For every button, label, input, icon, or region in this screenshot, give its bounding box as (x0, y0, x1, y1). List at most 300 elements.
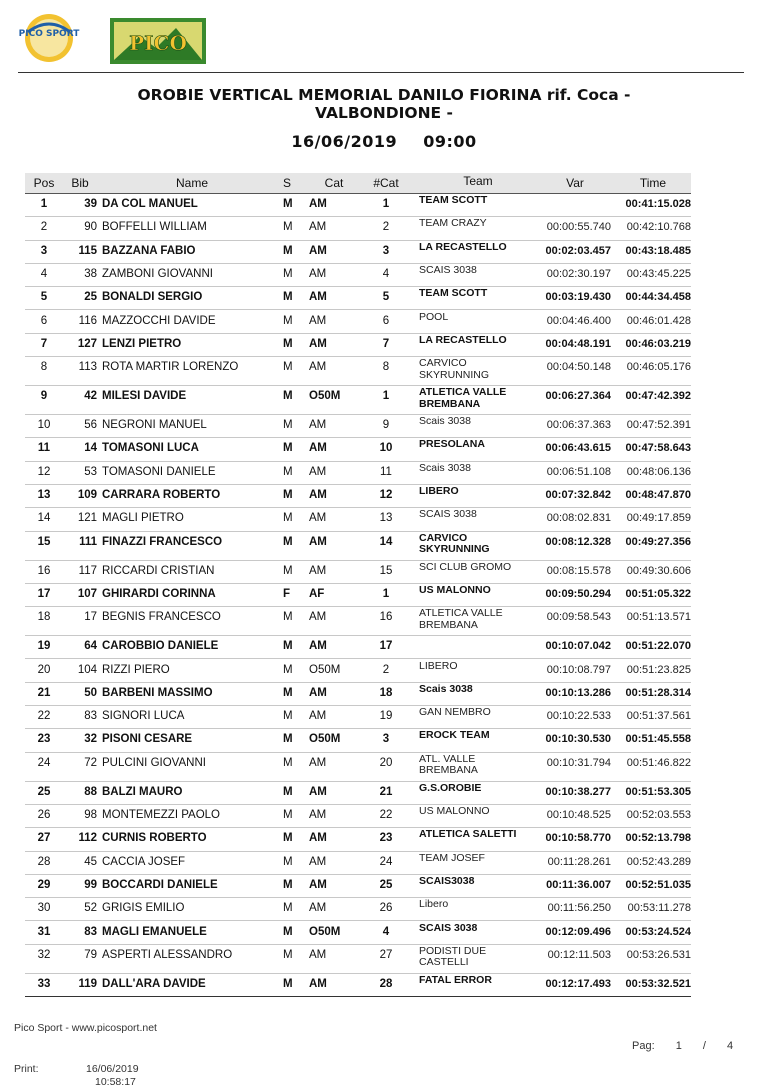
cell-time: 00:52:03.553 (626, 809, 691, 821)
cell-sex: M (283, 267, 293, 280)
cell-pos: 13 (37, 489, 51, 501)
cell-ncat: 2 (382, 221, 390, 234)
cell-ncat: 13 (379, 512, 393, 525)
cell-cat: AM (309, 902, 327, 915)
cell-ncat: 1 (382, 587, 390, 600)
cell-sex: M (283, 686, 293, 699)
cell-pos: 2 (40, 221, 48, 234)
cell-sex: M (283, 291, 293, 304)
cell-name: BAZZANA FABIO (102, 244, 196, 257)
cell-team: LIBERO (419, 659, 458, 672)
cell-team: SCI CLUB GROMO (419, 560, 512, 573)
table-row (25, 606, 691, 636)
page-label: Pag: (632, 1040, 655, 1052)
cell-var: 00:02:30.197 (546, 267, 611, 280)
cell-sex: M (283, 832, 293, 845)
cell-team: ATLETICA VALLE BREMBANA (419, 386, 507, 410)
print-label: Print: (14, 1063, 39, 1075)
cell-cat: AM (309, 198, 327, 210)
cell-bib: 14 (84, 442, 97, 455)
cell-pos: 3 (40, 244, 48, 257)
cell-time: 00:47:42.392 (625, 390, 691, 403)
cell-bib: 72 (84, 756, 97, 769)
cell-team: LA RECASTELLO (419, 240, 507, 253)
cell-sex: M (283, 733, 293, 746)
cell-name: MONTEMEZZI PAOLO (102, 809, 220, 821)
cell-time: 00:52:51.035 (625, 878, 691, 891)
cell-bib: 88 (84, 785, 97, 798)
cell-bib: 53 (84, 465, 97, 478)
cell-cat: AM (309, 977, 327, 990)
cell-pos: 6 (40, 314, 48, 327)
cell-sex: M (283, 640, 293, 653)
table-row (25, 944, 691, 974)
event-title-line1: OROBIE VERTICAL MEMORIAL DANILO FIORINA rif. Coca - (137, 86, 631, 104)
cell-var: 00:04:50.148 (546, 361, 611, 374)
cell-pos: 28 (37, 855, 51, 868)
column-header-pos: Pos (33, 176, 55, 190)
table-row (25, 897, 691, 921)
cell-var: 00:12:17.493 (545, 977, 611, 990)
cell-name: MILESI DAVIDE (102, 390, 187, 403)
cell-bib: 116 (78, 314, 97, 327)
pico2-logo-text: PICO (129, 31, 187, 55)
cell-sex: M (283, 512, 293, 525)
cell-ncat: 16 (379, 611, 393, 624)
cell-sex: M (283, 198, 293, 210)
table-row (25, 310, 691, 334)
table-row (25, 728, 691, 752)
table-row (25, 437, 691, 461)
cell-cat: AM (309, 948, 327, 961)
cell-team: SCAIS 3038 (419, 508, 477, 521)
cell-name: RICCARDI CRISTIAN (102, 564, 215, 577)
cell-bib: 52 (84, 902, 97, 915)
cell-time: 00:52:43.289 (626, 855, 691, 868)
cell-pos: 15 (37, 535, 51, 548)
cell-team: SCAIS 3038 (419, 263, 477, 276)
cell-pos: 8 (40, 361, 48, 374)
table-row (25, 659, 691, 683)
cell-ncat: 28 (379, 977, 393, 990)
pico-sport-logo (18, 12, 80, 64)
cell-cat: AM (309, 710, 327, 723)
cell-sex: M (283, 878, 293, 891)
cell-var: 00:04:46.400 (546, 314, 611, 327)
table-row (25, 531, 691, 561)
table-row (25, 682, 691, 706)
cell-time: 00:41:15.028 (625, 198, 691, 210)
table-row (25, 635, 691, 659)
cell-time: 00:46:03.219 (625, 337, 691, 350)
cell-pos: 29 (37, 878, 51, 891)
cell-pos: 30 (37, 902, 51, 915)
column-header-sex: S (283, 176, 292, 190)
event-datetime (60, 132, 708, 151)
cell-time: 00:53:11.278 (627, 902, 691, 915)
table-row (25, 921, 691, 945)
cell-team: PODISTI DUE CASTELLI (419, 944, 487, 969)
cell-time: 00:51:23.825 (626, 663, 691, 676)
cell-time: 00:52:13.798 (625, 832, 691, 845)
cell-ncat: 15 (379, 564, 393, 577)
cell-cat: AM (309, 442, 327, 455)
cell-sex: M (283, 337, 293, 350)
column-header-var: Var (566, 176, 584, 190)
cell-team: GAN NEMBRO (419, 706, 491, 719)
cell-name: GHIRARDI CORINNA (102, 587, 216, 600)
cell-name: MAGLI PIETRO (102, 512, 184, 525)
cell-bib: 115 (78, 244, 97, 257)
cell-sex: M (283, 611, 293, 624)
cell-name: BARBENI MASSIMO (102, 686, 213, 699)
cell-bib: 64 (84, 640, 97, 653)
cell-var: 00:08:15.578 (546, 564, 611, 577)
cell-ncat: 19 (379, 710, 393, 723)
table-row (25, 414, 691, 438)
cell-name: MAGLI EMANUELE (102, 925, 207, 938)
cell-time: 00:51:28.314 (625, 686, 691, 699)
column-header-time: Time (639, 176, 667, 190)
cell-sex: M (283, 663, 293, 676)
cell-pos: 27 (37, 832, 51, 845)
cell-cat: AM (309, 291, 327, 304)
cell-sex: M (283, 361, 293, 374)
cell-time: 00:46:01.428 (626, 314, 691, 327)
cell-bib: 109 (77, 489, 97, 501)
cell-cat: AM (309, 785, 327, 798)
cell-time: 00:43:45.225 (626, 267, 691, 280)
cell-team: PRESOLANA (419, 438, 485, 451)
table-row (25, 705, 691, 729)
page-separator: / (702, 1040, 706, 1052)
cell-pos: 26 (37, 809, 51, 821)
cell-team: Scais 3038 (419, 461, 471, 474)
cell-sex: M (283, 314, 293, 327)
cell-var: 00:02:03.457 (545, 244, 611, 257)
cell-team: ATL. VALLE BREMBANA (419, 752, 478, 777)
cell-bib: 112 (78, 832, 97, 845)
column-header-name: Name (175, 176, 208, 190)
cell-time: 00:51:53.305 (625, 785, 691, 798)
cell-var: 00:10:58.770 (545, 832, 611, 845)
cell-time: 00:53:24.524 (625, 925, 691, 938)
cell-var: 00:10:31.794 (546, 756, 611, 769)
cell-name: TOMASONI LUCA (102, 442, 199, 455)
cell-sex: M (283, 902, 293, 915)
table-row (25, 507, 691, 531)
cell-bib: 83 (84, 925, 97, 938)
cell-ncat: 22 (379, 809, 393, 821)
cell-time: 00:48:06.136 (626, 465, 691, 478)
cell-name: CARRARA ROBERTO (102, 489, 221, 501)
cell-pos: 4 (40, 267, 48, 280)
cell-cat: AM (309, 337, 327, 350)
cell-cat: AM (309, 512, 327, 525)
cell-pos: 9 (40, 390, 48, 403)
cell-var: 00:10:13.286 (545, 686, 611, 699)
cell-time: 00:49:17.859 (626, 512, 691, 525)
table-row (25, 461, 691, 485)
cell-pos: 19 (37, 640, 51, 653)
cell-sex: M (283, 489, 293, 501)
cell-pos: 12 (37, 465, 51, 478)
cell-var: 00:10:08.797 (546, 663, 611, 676)
cell-var: 00:06:37.363 (546, 419, 611, 432)
cell-name: CAROBBIO DANIELE (102, 640, 219, 653)
cell-ncat: 26 (379, 902, 393, 915)
cell-var: 00:06:43.615 (545, 442, 611, 455)
cell-time: 00:49:27.356 (625, 535, 691, 548)
cell-var: 00:10:38.277 (545, 785, 611, 798)
cell-bib: 79 (84, 948, 97, 961)
cell-cat: AM (309, 535, 327, 548)
cell-bib: 56 (84, 419, 97, 432)
table-row (25, 973, 691, 997)
cell-pos: 14 (37, 512, 51, 525)
cell-time: 00:51:45.558 (625, 733, 691, 746)
cell-bib: 42 (84, 390, 97, 403)
cell-sex: M (283, 244, 293, 257)
cell-name: BOFFELLI WILLIAM (102, 221, 207, 234)
cell-cat: O50M (309, 663, 341, 676)
cell-ncat: 1 (382, 198, 390, 210)
cell-team: LIBERO (419, 485, 459, 497)
table-row (25, 263, 691, 287)
cell-time: 00:43:18.485 (625, 244, 691, 257)
table-row (25, 240, 691, 264)
cell-time: 00:51:22.070 (625, 640, 691, 653)
cell-var: 00:08:02.831 (546, 512, 611, 525)
cell-bib: 98 (84, 809, 97, 821)
cell-ncat: 9 (382, 419, 390, 432)
event-title (60, 86, 708, 122)
cell-pos: 23 (37, 733, 51, 746)
cell-pos: 17 (37, 587, 51, 600)
cell-bib: 107 (77, 587, 97, 600)
cell-time: 00:46:05.176 (626, 361, 691, 374)
cell-name: TOMASONI DANIELE (102, 465, 216, 478)
table-row (25, 193, 691, 217)
cell-pos: 24 (37, 756, 51, 769)
footer-site: Pico Sport - www.picosport.net (14, 1022, 157, 1034)
cell-bib: 50 (84, 686, 97, 699)
cell-cat: AM (309, 489, 327, 501)
table-row (25, 781, 691, 805)
cell-cat: AM (309, 465, 327, 478)
cell-bib: 104 (77, 663, 97, 676)
cell-sex: M (283, 535, 293, 548)
cell-ncat: 8 (382, 361, 390, 374)
cell-ncat: 20 (379, 756, 393, 769)
cell-var: 00:08:12.328 (545, 535, 611, 548)
cell-name: BONALDI SERGIO (102, 291, 203, 304)
cell-pos: 25 (37, 785, 51, 798)
table-row (25, 827, 691, 851)
cell-sex: M (283, 221, 293, 234)
cell-name: DA COL MANUEL (102, 198, 198, 210)
event-time: 09:00 (423, 132, 477, 151)
column-header-bib: Bib (71, 176, 89, 190)
cell-var: 00:00:55.740 (546, 221, 611, 234)
cell-pos: 22 (37, 710, 51, 723)
page-current: 1 (675, 1040, 682, 1052)
column-header-cat: Cat (324, 176, 344, 190)
cell-ncat: 18 (379, 686, 393, 699)
table-row (25, 851, 691, 875)
cell-team: Scais 3038 (419, 682, 473, 695)
event-title-line2: VALBONDIONE - (315, 104, 453, 122)
cell-time: 00:47:52.391 (626, 419, 691, 432)
cell-var: 00:06:27.364 (545, 390, 611, 403)
cell-cat: AM (309, 640, 327, 653)
cell-time: 00:42:10.768 (626, 221, 691, 234)
cell-var: 00:11:56.250 (547, 902, 611, 915)
cell-ncat: 5 (382, 291, 390, 304)
cell-var: 00:10:48.525 (546, 809, 611, 821)
cell-cat: AM (309, 419, 327, 432)
cell-cat: AM (309, 686, 327, 699)
table-row (25, 333, 691, 357)
cell-time: 00:51:05.322 (625, 587, 691, 600)
cell-bib: 39 (84, 198, 97, 210)
cell-cat: AF (309, 587, 325, 600)
cell-bib: 113 (78, 361, 97, 374)
cell-var: 00:11:36.007 (546, 878, 611, 891)
cell-team: US MALONNO (419, 805, 490, 817)
cell-cat: AM (309, 361, 327, 374)
cell-team: LA RECASTELLO (419, 333, 507, 346)
cell-team: G.S.OROBIE (419, 781, 482, 794)
cell-team: TEAM SCOTT (419, 194, 488, 206)
cell-cat: AM (309, 832, 327, 845)
cell-var: 00:12:11.503 (547, 948, 611, 961)
cell-name: DALL'ARA DAVIDE (102, 977, 206, 990)
cell-name: GRIGIS EMILIO (102, 902, 185, 915)
cell-sex: M (283, 390, 293, 403)
top-divider (18, 72, 744, 73)
table-row (25, 752, 691, 782)
cell-sex: M (283, 925, 293, 938)
cell-team: SCAIS3038 (419, 874, 475, 887)
cell-time: 00:47:58.643 (625, 442, 691, 455)
cell-var: 00:10:07.042 (545, 640, 611, 653)
cell-team: TEAM CRAZY (419, 217, 487, 230)
cell-time: 00:51:46.822 (626, 756, 691, 769)
cell-bib: 117 (78, 564, 97, 577)
cell-bib: 119 (78, 977, 97, 990)
cell-var: 00:09:58.543 (546, 611, 611, 624)
cell-team: ATLETICA VALLE BREMBANA (419, 607, 503, 631)
cell-pos: 31 (37, 925, 51, 938)
cell-pos: 10 (37, 419, 51, 432)
table-row (25, 583, 691, 607)
cell-name: CURNIS ROBERTO (102, 832, 207, 845)
cell-time: 00:44:34.458 (625, 291, 691, 304)
cell-name: NEGRONI MANUEL (102, 419, 207, 432)
cell-cat: AM (309, 611, 327, 624)
cell-name: ASPERTI ALESSANDRO (102, 948, 233, 961)
cell-pos: 33 (37, 977, 51, 990)
cell-cat: AM (309, 855, 327, 868)
cell-sex: M (283, 419, 293, 432)
cell-team: FATAL ERROR (419, 973, 492, 986)
cell-sex: M (283, 977, 293, 990)
cell-sex: M (283, 785, 293, 798)
cell-var: 00:07:32.842 (545, 489, 611, 501)
cell-name: RIZZI PIERO (102, 663, 170, 676)
cell-pos: 32 (37, 948, 51, 961)
table-row (25, 484, 691, 508)
table-row (25, 874, 691, 898)
pico-event-logo (110, 18, 206, 64)
cell-cat: AM (309, 244, 327, 257)
cell-ncat: 7 (382, 337, 390, 350)
cell-ncat: 23 (379, 832, 393, 845)
cell-sex: M (283, 710, 293, 723)
cell-team: CARVICO SKYRUNNING (419, 357, 490, 381)
cell-sex: M (283, 809, 293, 821)
cell-bib: 83 (84, 710, 97, 723)
column-header-team: Team (463, 174, 493, 188)
cell-ncat: 1 (382, 390, 390, 403)
cell-time: 00:51:13.571 (626, 611, 691, 624)
cell-ncat: 2 (382, 663, 390, 676)
cell-bib: 45 (84, 855, 97, 868)
cell-cat: AM (309, 221, 327, 234)
cell-cat: AM (309, 314, 327, 327)
cell-name: ZAMBONI GIOVANNI (102, 267, 213, 280)
cell-team: EROCK TEAM (419, 729, 490, 742)
cell-name: BOCCARDI DANIELE (102, 878, 218, 891)
cell-ncat: 21 (379, 785, 393, 798)
cell-bib: 32 (84, 733, 97, 746)
cell-pos: 11 (37, 442, 51, 455)
cell-cat: AM (309, 878, 327, 891)
cell-bib: 90 (84, 221, 97, 234)
cell-ncat: 14 (379, 535, 393, 548)
page-total: 4 (727, 1040, 734, 1052)
column-header-ncat: #Cat (373, 176, 399, 190)
pico-logo-text-1: PICO SPORT (18, 29, 80, 39)
cell-ncat: 3 (382, 244, 390, 257)
cell-time: 00:53:26.531 (626, 948, 691, 961)
cell-team: Libero (419, 898, 449, 911)
cell-team: TEAM JOSEF (419, 851, 485, 864)
print-time: 10:58:17 (95, 1076, 136, 1088)
table-row (25, 385, 691, 415)
cell-sex: M (283, 564, 293, 577)
cell-bib: 38 (84, 267, 97, 280)
cell-bib: 25 (84, 291, 97, 304)
page-indicator (632, 1040, 733, 1052)
cell-var: 00:12:09.496 (545, 925, 611, 938)
cell-var: 00:09:50.294 (545, 587, 611, 600)
table-row (25, 356, 691, 386)
cell-var: 00:11:28.261 (547, 855, 611, 868)
cell-sex: F (283, 587, 291, 600)
cell-var: 00:06:51.108 (546, 465, 611, 478)
cell-team: US MALONNO (419, 583, 491, 596)
cell-sex: M (283, 948, 293, 961)
cell-ncat: 10 (379, 442, 393, 455)
cell-bib: 17 (84, 611, 97, 624)
cell-team: TEAM SCOTT (419, 287, 488, 300)
cell-ncat: 4 (382, 267, 390, 280)
cell-team: SCAIS 3038 (419, 921, 478, 934)
cell-var: 00:03:19.430 (545, 291, 611, 304)
print-date: 16/06/2019 (86, 1063, 139, 1075)
